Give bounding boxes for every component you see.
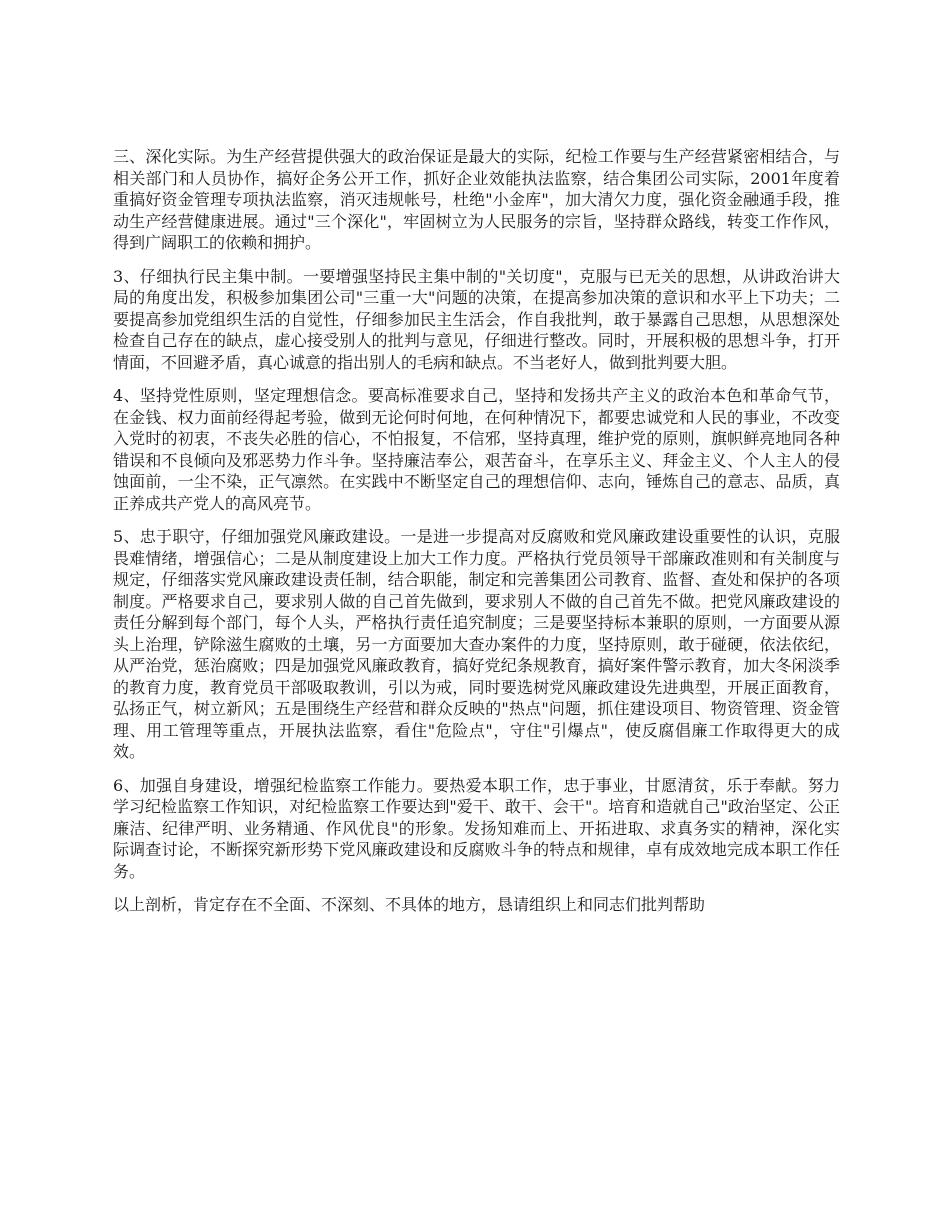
document-page	[113, 146, 840, 928]
paragraph-closing: 以上剖析，肯定存在不全面、不深刻、不具体的地方，恳请组织上和同志们批判帮助	[113, 895, 706, 914]
paragraph-party-principle: 4、坚持党性原则，坚定理想信念。要高标准要求自己，坚持和发扬共产主义的政治本色和革命气节，在金钱、权力面前经得起考验，做到无论何时何地，在何种情况下，都要忠诚党和人民的事业，不改变入党时的初衷，不丧失必胜的信心，不怕报复，不信邪，坚持真理，维护党的原则，旗帜鲜亮地同各种错误和不良倾向及邪恶势力作斗争。坚持廉洁奉公，艰苦奋斗，在享乐主义、拜金主义、个人主人的侵蚀面前，一尘不染，正气凛然。在实践中不断坚定自己的理想信仰、志向，锤炼自己的意志、品质，真正养成共产党人的高风亮节。	[113, 386, 840, 513]
paragraph-clean-governance: 5、忠于职守，仔细加强党风廉政建设。一是进一步提高对反腐败和党风廉政建设重要性的认识，克服畏难情绪，增强信心；二是从制度建设上加大工作力度。严格执行党员领导干部廉政准则和有关制度与规定，仔细落实党风廉政建设责任制，结合职能，制定和完善集团公司教育、监督、查处和保护的各项制度。严格要求自己，要求别人做的自己首先做到，要求别人不做的自己首先不做。把党风廉政建设的责任分解到每个部门，每个人头，严格执行责任追究制度；三是要坚持标本兼职的原则，一方面要从源头上治理，铲除滋生腐败的土壤，另一方面要加大查办案件的力度，坚持原则，敢于碰硬，依法依纪，从严治党，惩治腐败；四是加强党风廉政教育，搞好党纪条规教育，搞好案件警示教育，加大冬闲淡季的教育力度，教育党员干部吸取教训，引以为戒，同时要选树党风廉政建设先进典型，开展正面教育，弘扬正气，树立新风；五是围绕生产经营和群众反映的"热点"问题，抓住建设项目、物资管理、资金管理、用工管理等重点，开展执法监察，看住"危险点"，守住"引爆点"，使反腐倡廉工作取得更大的成效。	[113, 527, 840, 761]
paragraph-deepen-reality: 三、深化实际。为生产经营提供强大的政治保证是最大的实际，纪检工作要与生产经营紧密相结合，与相关部门和人员协作，搞好企务公开工作，抓好企业效能执法监察，结合集团公司实际，2001年度着重搞好资金管理专项执法监察，消灭违规帐号，杜绝"小金库"，加大清欠力度，强化资金融通手段，推动生产经营健康进展。通过"三个深化"，牢固树立为人民服务的宗旨，坚持群众路线，转变工作作风，得到广阔职工的依赖和拥护。	[113, 147, 840, 252]
paragraph-self-building: 6、加强自身建设，增强纪检监察工作能力。要热爱本职工作，忠于事业，甘愿清贫，乐于奉献。努力学习纪检监察工作知识，对纪检监察工作要达到"爱干、敢干、会干"。培育和造就自己"政治坚定、公正廉洁、纪律严明、业务精通、作风优良"的形象。发扬知难而上、开拓进取、求真务实的精神，深化实际调查讨论，不断探究新形势下党风廉政建设和反腐败斗争的特点和规律，卓有成效地完成本职工作任务。	[113, 775, 840, 881]
paragraph-democratic-centralism: 3、仔细执行民主集中制。一要增强坚持民主集中制的"关切度"，克服与已无关的思想，从讲政治讲大局的角度出发，积极参加集团公司"三重一大"问题的决策，在提高参加决策的意识和水平上下功夫；二要提高参加党组织生活的自觉性，仔细参加民主生活会，作自我批判，敢于暴露自己思想，从思想深处检查自己存在的缺点，虚心接受别人的批判与意见，仔细进行整改。同时，开展积极的思想斗争，打开情面，不回避矛盾，真心诚意的指出别人的毛病和缺点。不当老好人，做到批判要大胆。	[113, 266, 840, 372]
